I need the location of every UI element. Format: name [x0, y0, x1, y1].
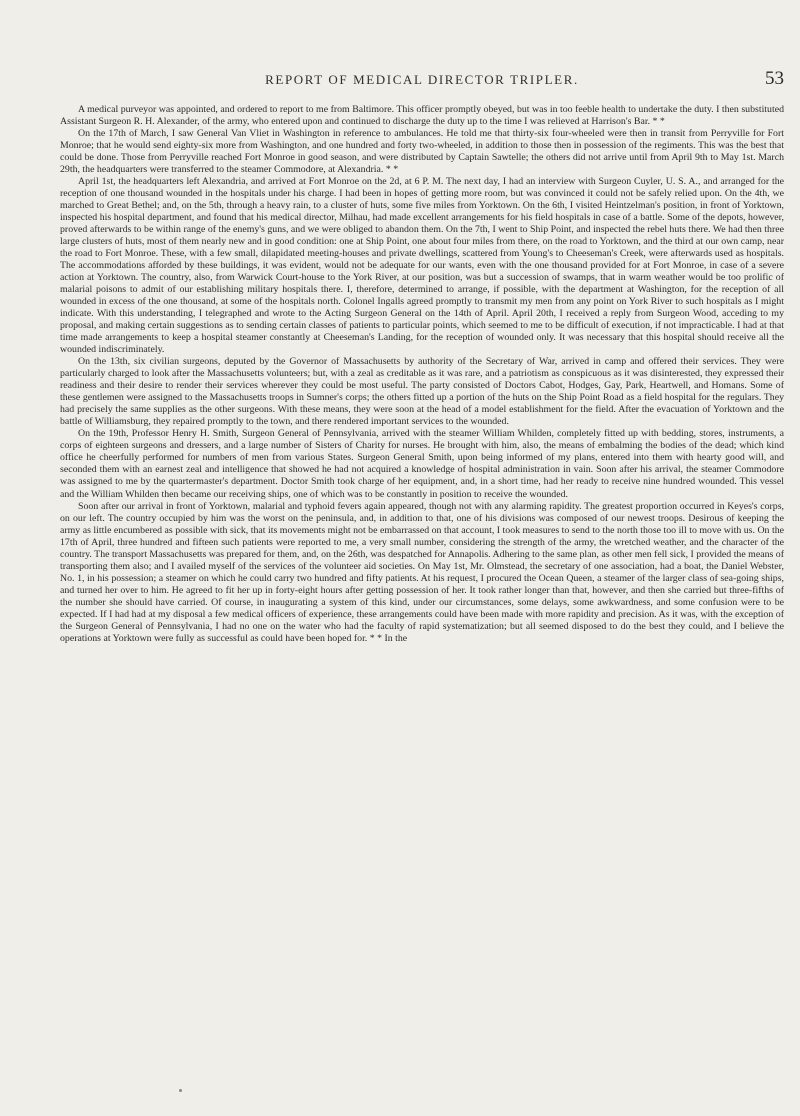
paragraph: A medical purveyor was appointed, and ordered to report to me from Baltimore. This officer promptly obeyed, but was in too feeble health to undertake the duty. I then substituted Assistant Surgeon R. H. Alexander, of the army, who entered upon and continued to discharge the duty up to the time I was relieved at Harrison's Bar. * * — [60, 104, 784, 128]
body-text — [60, 104, 784, 645]
paragraph: Soon after our arrival in front of Yorktown, malarial and typhoid fevers again appeared, though not with any alarming rapidity. The greatest proportion occurred in Keyes's corps, on our left. The country occupied by him was the worst on the peninsula, and, in addition to that, one of his divisions was composed of our newest troops. Desirous of keeping the army as little encumbered as possible with sick, that its movements might not be embarrassed on that account, I took measures to send to the north those too ill to move with us. On the 17th of April, three hundred and fifteen such patients were reported to me, a very small number, considering the strength of the army, the wretched weather, and the character of the country. The transport Massachusetts was prepared for them, and, on the 26th, was despatched for Annapolis. Adhering to the same plan, as other men fell sick, I provided the means of transporting them also; and I availed myself of the services of the volunteer aid societies. On May 1st, Mr. Olmstead, the secretary of one association, had a boat, the Daniel Webster, No. 1, in his possession; a steamer on which he could carry two hundred and fifty patients. At his request, I procured the Ocean Queen, a steamer of the larger class of sea-going ships, and turned her over to him. He agreed to fit her up in forty-eight hours after getting possession of her. It took rather longer than that, however, and then she carried but three-fifths of the number she should have carried. Of course, in inaugurating a system of this kind, under our circumstances, some delays, some awkwardness, and some confusion were to be expected. If I had had at my disposal a few medical officers of experience, these arrangements could have been made with more rapidity and precision. As it was, with the exception of the Surgeon General of Pennsylvania, I had no one on the water who had the faculty of rapid systematization; but all seemed disposed to do the best they could, and I believe the operations at Yorktown were fully as successful as could have been hoped for. * * In the — [60, 500, 784, 644]
paragraph: On the 13th, six civilian surgeons, deputed by the Governor of Massachusetts by authority of the Secretary of War, arrived in camp and offered their services. They were particularly charged to look after the Massachusetts volunteers; but, with a zeal as creditable as it was rare, and a patriotism as conspicuous as it was disinterested, they expressed their readiness and their desire to render their services wherever they could be most useful. The party consisted of Doctors Cabot, Hodges, Gay, Park, Heartwell, and Homans. Some of these gentlemen were assigned to the Massachusetts troops in Sumner's corps; the others fitted up a portion of the huts on the Ship Point Road as a field hospital for the regulars. They had precisely the same supplies as the other surgeons. With these means, they were soon at the head of a model establishment for the field. After the evacuation of Yorktown and the battle of Williamsburg, they repaired promptly to the town, and there rendered important services to the wounded. — [60, 356, 784, 428]
paragraph: On the 17th of March, I saw General Van Vliet in Washington in reference to ambulances. He told me that thirty-six four-wheeled were then in transit from Perryville for Fort Monroe; that he would send eighty-six more from Washington, and one hundred and forty two-wheeled, in addition to those then in possession of the regiments. This was the best that could be done. Those from Perryville reached Fort Monroe in good season, and were distributed by Captain Sawtelle; the others did not arrive until from April 9th to May 1st. March 29th, the headquarters were transferred to the steamer Commodore, at Alexandria. * * — [60, 128, 784, 176]
page-number: 53 — [765, 68, 784, 89]
running-header — [60, 68, 784, 96]
running-title: REPORT OF MEDICAL DIRECTOR TRIPLER. — [265, 72, 579, 87]
ink-speck — [179, 1089, 182, 1092]
paragraph: On the 19th, Professor Henry H. Smith, Surgeon General of Pennsylvania, arrived with the steamer William Whilden, completely fitted up with bedding, stores, instruments, a corps of eighteen surgeons and dressers, and a large number of Sisters of Charity for nurses. He brought with him, also, the means of embalming the bodies of the dead; which kind office he cheerfully performed for numbers of men from various States. Surgeon General Smith, upon being informed of my plans, entered into them with hearty good will, and seconded them with an earnest zeal and intelligence that showed he had not acquired a knowledge of hospital administration in vain. Soon after his arrival, the steamer Commodore was assigned to me by the quartermaster's department. Doctor Smith took charge of her equipment, and, in a short time, had her ready to receive nine hundred wounded. This vessel and the William Whilden then became our receiving ships, one of which was to be constantly in position to receive the wounded. — [60, 428, 784, 500]
paragraph: April 1st, the headquarters left Alexandria, and arrived at Fort Monroe on the 2d, at 6 P. M. The next day, I had an interview with Surgeon Cuyler, U. S. A., and arranged for the reception of one thousand wounded in the hospitals under his charge. I had been in hopes of getting more room, but was convinced it could not be safely relied upon. On the 4th, we marched to Great Bethel; and, on the 5th, through a heavy rain, to a cluster of huts, some five miles from Yorktown. On the 6th, I visited Heintzelman's position, in front of Yorktown, inspected his hospital department, and found that his medical director, Milhau, had made excellent arrangements for his field hospitals in case of a battle. Some of the depots, however, proved afterwards to be within range of the enemy's guns, and we were obliged to abandon them. On the 7th, I went to Ship Point, and inspected the rebel huts there. We had then three large clusters of huts, most of them nearly new and in good condition: one at Ship Point, one about four miles from there, on the road to Yorktown, and the third at our own camp, near the road to Fort Monroe. These, with a few small, dilapidated meeting-houses and private dwellings, scattered from Young's to Cheeseman's Creek, were afterwards used as hospitals. The accommodations afforded by these buildings, it was evident, would not be adequate for our wants, even with the one thousand provided for at Fort Monroe, in case of a severe action at Yorktown. The country, also, from Warwick Court-house to the York River, at our position, was but a succession of swamps, that in warm weather would be too prolific of malarial poisons to admit of our establishing military hospitals there. I, therefore, determined to arrange, if possible, with the department at Washington, for the reception of all wounded in excess of the one thousand, at some of the hospitals north. Colonel Ingalls agreed promptly to transmit my men from any point on York River to such hospitals as I might indicate. With this understanding, I telegraphed and wrote to the Acting Surgeon General on the 14th of April. April 20th, I received a reply from Surgeon Wood, acceding to my proposal, and making certain suggestions as to sending certain classes of patients to particular points, which seemed to me to be difficult of execution, if not impracticable. I had at that time made arrangements to keep a hospital steamer constantly at Cheeseman's Landing, for the reception of wounded only. It was necessary that this hospital should receive all the wounded indiscriminately. — [60, 176, 784, 356]
